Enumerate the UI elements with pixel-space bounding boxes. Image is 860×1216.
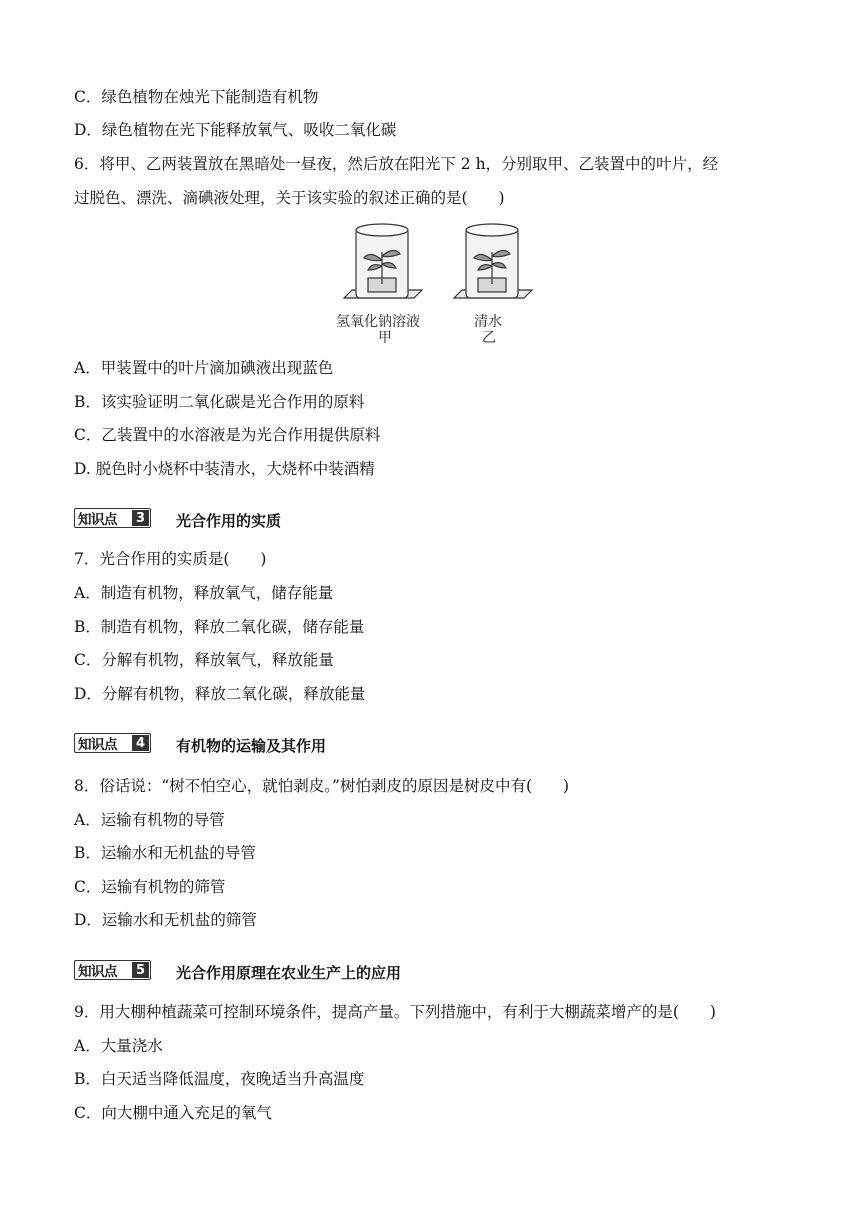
- q8-option-c: C．运输有机物的筛管: [74, 878, 226, 896]
- q6-option-a: A．甲装置中的叶片滴加碘液出现蓝色: [74, 359, 334, 377]
- question-6-stem-cont: 过脱色、漂洗、滴碘液处理，关于该实验的叙述正确的是( ): [74, 189, 505, 207]
- q8-option-a: A．运输有机物的导管: [74, 811, 225, 829]
- q9-option-a: A．大量浇水: [74, 1037, 163, 1055]
- question-6-stem: 6．将甲、乙两装置放在黑暗处一昼夜，然后放在阳光下 2 h，分别取甲、乙装置中的叶片，经: [74, 155, 719, 173]
- knowledge-badge-5: [74, 960, 151, 980]
- q6-option-d: D. 脱色时小烧杯中装清水，大烧杯中装酒精: [74, 460, 375, 478]
- question-9-stem: 9．用大棚种植蔬菜可控制环境条件，提高产量。下列措施中，有利于大棚蔬菜增产的是( ): [74, 1003, 716, 1021]
- knowledge-badge-3: [74, 508, 151, 528]
- right-apparatus-label: 乙: [482, 330, 496, 346]
- q7-option-d: D．分解有机物，释放二氧化碳，释放能量: [74, 685, 366, 703]
- apparatus-drawing: [330, 220, 540, 316]
- line-c-prev: C．绿色植物在烛光下能制造有机物: [74, 88, 319, 106]
- section-title-4: 有机物的运输及其作用: [176, 737, 327, 755]
- badge-number: 4: [132, 735, 149, 751]
- q6-option-c: C．乙装置中的水溶液是为光合作用提供原料: [74, 426, 381, 444]
- q6-option-b: B．该实验证明二氧化碳是光合作用的原料: [74, 393, 365, 411]
- q7-option-b: B．制造有机物，释放二氧化碳，储存能量: [74, 618, 365, 636]
- q9-option-c: C．向大棚中通入充足的氧气: [74, 1104, 272, 1122]
- badge-number: 5: [132, 962, 149, 978]
- q9-option-b: B．白天适当降低温度，夜晚适当升高温度: [74, 1070, 365, 1088]
- q7-option-c: C．分解有机物，释放氧气，释放能量: [74, 651, 334, 669]
- knowledge-badge-4: [74, 733, 151, 753]
- experiment-figure: [330, 220, 540, 350]
- q8-option-b: B．运输水和无机盐的导管: [74, 844, 256, 862]
- line-d-prev: D．绿色植物在光下能释放氧气、吸收二氧化碳: [74, 121, 397, 139]
- badge-number: 3: [132, 510, 149, 526]
- badge-text: 知识点: [78, 512, 117, 528]
- section-title-3: 光合作用的实质: [176, 512, 282, 530]
- badge-text: 知识点: [78, 964, 117, 980]
- left-apparatus-label: 甲: [378, 330, 392, 346]
- q7-option-a: A．制造有机物，释放氧气，储存能量: [74, 584, 334, 602]
- section-title-5: 光合作用原理在农业生产上的应用: [176, 964, 402, 982]
- badge-text: 知识点: [78, 737, 117, 753]
- left-solution-caption: 氢氧化钠溶液: [336, 314, 420, 330]
- apparatus-jia: [344, 224, 422, 298]
- q8-option-d: D．运输水和无机盐的筛管: [74, 911, 257, 929]
- question-7-stem: 7．光合作用的实质是( ): [74, 550, 267, 568]
- apparatus-yi: [454, 224, 532, 298]
- question-8-stem: 8．俗话说：“树不怕空心，就怕剥皮。”树怕剥皮的原因是树皮中有( ): [74, 777, 570, 795]
- right-solution-caption: 清水: [474, 314, 502, 330]
